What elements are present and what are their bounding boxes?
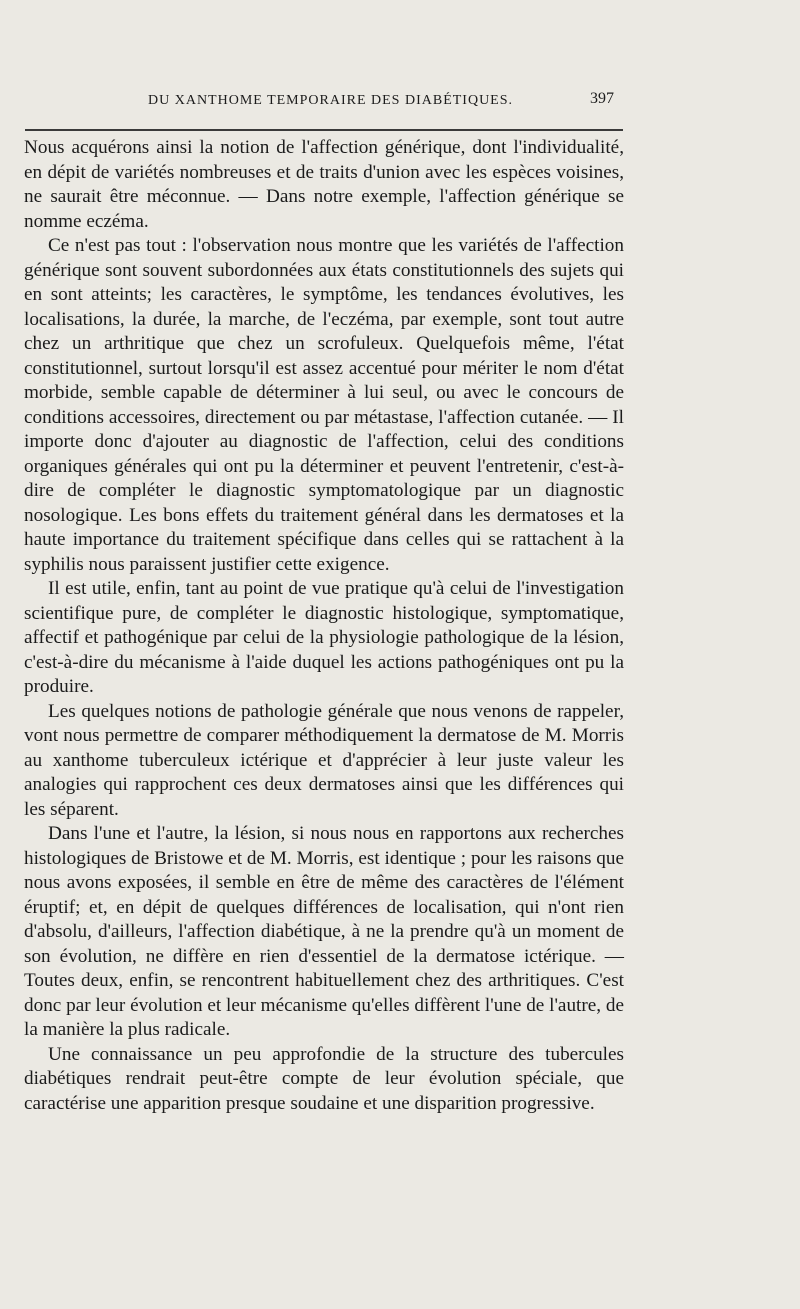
- paragraph: Ce n'est pas tout : l'observation nous montre que les variétés de l'affection générique sont souvent subordonnées aux états constitutionnels des sujets qui en sont atteints; les caractères, le symptôme, les tendances évolutives, les localisations, la durée, la marche, de l'eczéma, par exemple, sont tout autre chez un arthritique que chez un scrofuleux. Quelquefois même, l'état constitutionnel, surtout lorsqu'il est assez accentué pour mériter le nom d'état morbide, semble capable de déterminer à lui seul, ou avec le concours de conditions accessoires, directement ou par métastase, l'affection cutanée. — Il importe donc d'ajouter au diagnostic de l'affection, celui des conditions organiques générales qui ont pu la déterminer et peuvent l'entretenir, c'est-à-dire de compléter le diagnostic symptomatologique par un diagnostic nosologique. Les bons effets du traitement général dans les dermatoses et la haute importance du traitement spécifique dans celles qui se rattachent à la syphilis nous paraissent justifier cette exigence.: [24, 235, 624, 575]
- paragraph: Les quelques notions de pathologie générale que nous venons de rappeler, vont nous permettre de comparer méthodiquement la dermatose de M. Morris au xanthome tuberculeux ictérique et d'apprécier à leur juste valeur les analogies qui rapprochent ces deux dermatoses ainsi que les différences qui les séparent.: [24, 700, 624, 820]
- paragraph: Une connaissance un peu approfondie de la structure des tubercules diabétiques rendrait peut-être compte de leur évolution spéciale, que caractérise une apparition presque soudaine et une disparition progressive.: [24, 1043, 624, 1114]
- header-rule: [25, 129, 623, 131]
- paragraph: Dans l'une et l'autre, la lésion, si nous nous en rapportons aux recherches histologiques de Bristowe et de M. Morris, est identique ; pour les raisons que nous avons exposées, il semble en être de même des caractères de l'élément éruptif; et, en dépit de quelques différences de localisation, qui n'ont rien d'absolu, d'ailleurs, l'affection diabétique, à ne la prendre qu'à un moment de son évolution, ne diffère en rien d'essentiel de la dermatose ictérique. — Toutes deux, enfin, se rencontrent habituellement chez des arthritiques. C'est donc par leur évolution et leur mécanisme qu'elles diffèrent l'une de l'autre, de la manière la plus radicale.: [24, 823, 624, 1040]
- paragraph: Il est utile, enfin, tant au point de vue pratique qu'à celui de l'investigation scientifique pure, de compléter le diagnostic histologique, symptomatique, affectif et pathogénique par celui de la physiologie pathologique de la lésion, c'est-à-dire du mécanisme à l'aide duquel les actions pathogéniques ont pu la produire.: [24, 578, 624, 697]
- running-head: [0, 88, 800, 114]
- body-text: [24, 136, 624, 1116]
- paragraph: Nous acquérons ainsi la notion de l'affection générique, dont l'individualité, en dépit de variétés nombreuses et de traits d'union avec les espèces voisines, ne saurait être méconnue. — Dans notre exemple, l'affection générique se nomme eczéma.: [24, 137, 624, 232]
- running-head-title: DU XANTHOME TEMPORAIRE DES DIABÉTIQUES.: [148, 93, 514, 108]
- page-number: 397: [590, 90, 614, 107]
